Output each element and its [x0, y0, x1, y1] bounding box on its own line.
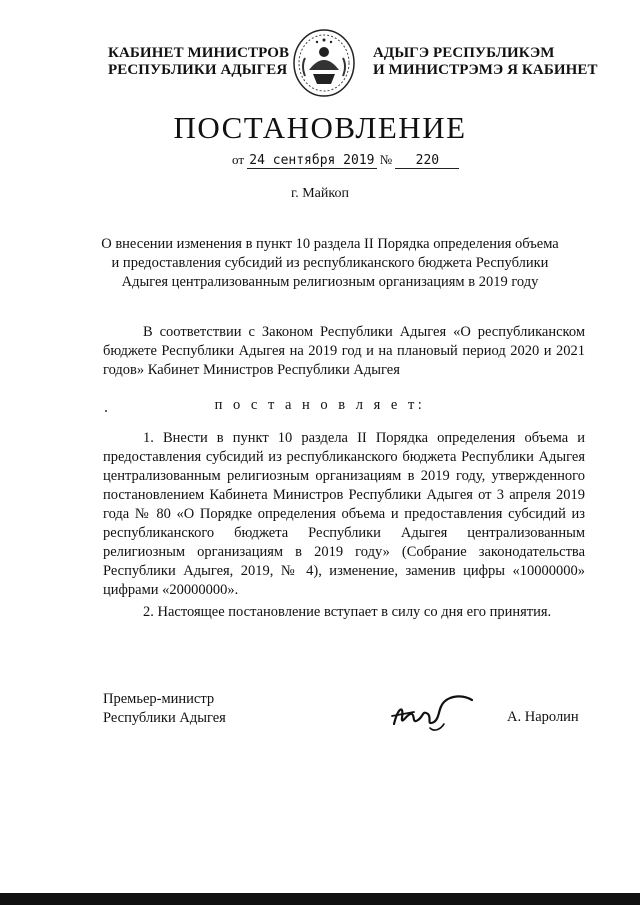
signer-name: А. Наролин — [507, 709, 579, 725]
date-line — [232, 152, 459, 169]
scan-edge-bar — [0, 893, 640, 905]
document-date: 24 сентября 2019 — [249, 153, 375, 168]
scan-speck — [105, 410, 107, 412]
signer-position-line1: Премьер-министр — [103, 691, 215, 707]
date-prefix: от — [232, 152, 245, 167]
document-title: ПОСТАНОВЛЕНИЕ — [173, 110, 467, 145]
document-subject: О внесении изменения в пункт 10 раздела II Порядка определения объема и предоставления субсидий из республиканского бюджета Республики Адыгея централизованным религиозным организациям в 2019 году — [101, 236, 559, 290]
signer-position — [103, 690, 226, 728]
item-2: 2. Настоящее постановление вступает в силу со дня его принятия. — [143, 604, 552, 620]
document-number: 220 — [395, 153, 459, 169]
coat-of-arms-icon — [291, 28, 357, 98]
org-name-right-line2: И МИНИСТРЭМЭ Я КАБИНЕТ — [373, 62, 598, 78]
item-1: 1. Внести в пункт 10 раздела II Порядка определения объема и предоставления субсидий из республиканского бюджета Республики Адыгея централизованным религиозным организациям в 2019 году, утвержденного постановлением Кабинета Министров Республики Адыгея от 3 апреля 2019 года № 80 «О Порядке определения объема и предоставления субсидий из республиканского бюджета Республики Адыгея централизованным религиозным организациям в 2019 году» (Собрание законодательства Республики Адыгея, 2019, № 4), изменение, заменив цифры «10000000» цифрами «20000000». — [103, 430, 585, 598]
org-name-right — [373, 45, 598, 79]
preamble: В соответствии с Законом Республики Адыгея «О республиканском бюджете Республики Адыгея на 2019 год и на плановый период 2020 и 2021 годов» Кабинет Министров Республики Адыгея — [103, 324, 585, 378]
org-name-left — [108, 45, 289, 79]
org-name-right-line1: АДЫГЭ РЕСПУБЛИКЭМ — [373, 45, 555, 61]
city: г. Майкоп — [291, 186, 349, 201]
signature-icon — [388, 688, 478, 738]
number-sign: № — [379, 152, 393, 167]
decree-word: п о с т а н о в л я е т: — [214, 397, 426, 413]
org-name-left-line1: КАБИНЕТ МИНИСТРОВ — [108, 45, 290, 61]
org-name-left-line2: РЕСПУБЛИКИ АДЫГЕЯ — [108, 62, 288, 78]
signer-position-line2: Республики Адыгея — [103, 710, 226, 726]
